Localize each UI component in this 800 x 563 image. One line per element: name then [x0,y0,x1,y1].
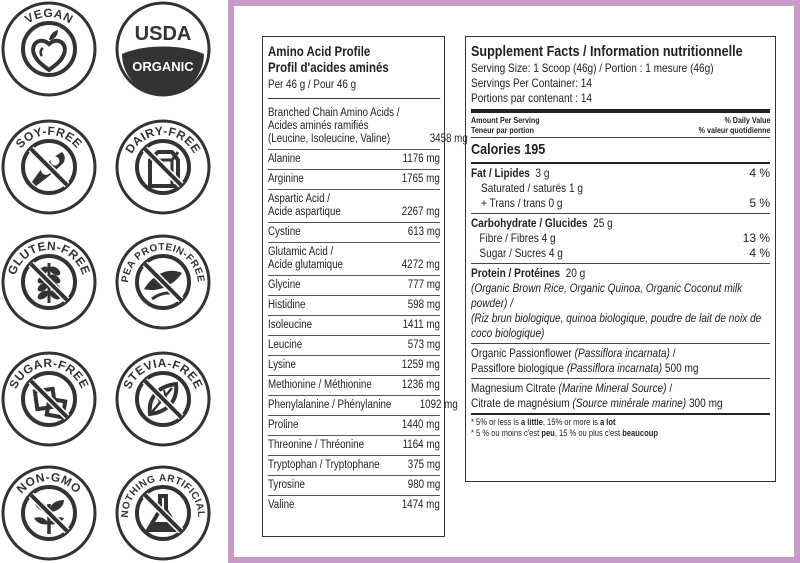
amino-value: 1092 mg [419,399,458,411]
divider [471,137,770,138]
amino-row [268,356,440,376]
badge-gluten [0,233,98,331]
amount-header [471,115,770,135]
passionflower-en-latin: (Passiflora incarnata) [574,346,670,360]
divider [471,378,770,379]
amino-name [268,279,306,292]
nutrition-panel [228,0,800,563]
carb-value: 25 g [593,216,613,230]
servings-en: Servings Per Container: 14 [471,76,593,90]
amino-value: 613 mg [407,226,440,238]
amino-name-line: Histidine [268,299,306,311]
amino-name-line: Alanine [268,153,301,165]
amino-row [268,296,440,316]
fibre-row [471,231,770,246]
passionflower-fr-name: Passiflore biologique [471,361,567,375]
amino-name [268,107,423,146]
amino-value: 1259 mg [401,359,440,371]
sugar: Sugar / Sucres 4 g [479,246,563,260]
amino-name-line: Tyrosine [268,479,305,491]
amino-row [268,436,440,456]
amino-name [268,246,356,272]
organic-text: ORGANIC [132,59,194,74]
amino-name [268,173,310,186]
footnote-fr-c: , 15 % ou plus c'est [554,428,623,438]
badge-vegan [0,0,98,98]
amino-value: 1765 mg [401,173,440,185]
badge-label: NOTHING ARTIFICIAL [119,472,207,518]
amino-row [268,243,440,276]
magnesium-fr [471,396,722,411]
milk-carton-icon [114,118,212,216]
amino-value: 1164 mg [402,439,440,451]
magnesium-en-name: Magnesium Citrate [471,381,559,395]
amino-value: 3458 mg [429,133,468,145]
wheat-icon [0,233,98,331]
amino-name-line: Tryptophan / Tryptophane [268,459,380,471]
amino-name-line: Valine [268,499,295,511]
amino-name [268,499,299,512]
amino-row [268,190,440,223]
protein-value: 20 g [565,266,586,280]
amino-name [268,479,311,492]
fat-dv: 4 % [749,166,770,180]
badge-dairy [114,118,212,216]
magnesium-fr-name: Citrate de magnésium [471,396,573,410]
amino-name [268,319,320,332]
fat-value: 3 g [535,166,550,180]
amino-name-line: Cystine [268,226,301,238]
amino-name [268,419,304,432]
amino-name-line: Leucine [268,339,303,351]
badge-pea [114,233,212,331]
amino-name [268,399,413,412]
passionflower-fr-latin: (Passiflora incarnata) [566,361,663,375]
badge-label: GLUTEN-FREE [4,238,94,277]
amino-name-line: Methionine / Méthionine [268,379,372,391]
passionflower-fr [471,361,722,376]
amino-name [268,299,312,312]
divider-medium [471,162,770,164]
badge-label: SUGAR-FREE [6,355,92,391]
badge-usda [114,0,212,98]
amino-name-line: (Leucine, Isoleucine, Valine) [268,133,391,145]
protein-label: Protein / Protéines [471,266,561,280]
badge-label: DAIRY-FREE [122,123,204,156]
amino-acid-table [262,36,468,537]
protein-row [471,266,722,281]
footnote-en-c: , 15% or more is [542,417,601,427]
badge-column [0,0,225,563]
supplement-facts [465,36,776,482]
badge-sugar [0,350,98,448]
pea-pod-icon [114,233,212,331]
amino-row [268,336,440,356]
amino-name [268,459,399,472]
footnote-fr-a: * 5 % ou moins c'est [471,428,542,438]
carb-row [471,216,722,231]
divider [471,213,770,214]
magnesium-en-sep: / [666,381,673,395]
sat-trans-dv: 5 % [749,196,770,210]
saturated: Saturated / saturés 1 g [481,181,583,195]
magnesium-fr-source: (Source minérale marine) [572,396,687,410]
magnesium-amount: 300 mg [686,396,723,410]
magnesium-en [471,381,722,396]
amino-name-line: Glutamic Acid / [268,246,334,258]
magnesium-en-source: (Marine Mineral Source) [558,381,667,395]
amino-name-line: Lysine [268,359,296,371]
amino-name [268,359,301,372]
footnote-en-d: a lot [600,417,616,427]
footnote-en-b: a little [521,417,543,427]
passionflower-en-sep: / [669,346,676,360]
badge-label: PEA PROTEIN-FREE [119,241,207,284]
amino-name-line: Acides aminés ramifiés [268,120,369,132]
facts-title: Supplement Facts / Information nutritionnelle [471,43,743,60]
amino-value: 375 mg [407,459,440,471]
serving-size: Serving Size: 1 Scoop (46g) / Portion : 1 mesure (46g) [471,61,714,75]
divider-thick [471,109,770,113]
amino-row [268,496,440,515]
amino-row [268,276,440,296]
panel-inner [234,6,794,557]
footnote-fr-d: beaucoup [622,428,658,438]
sprout-icon [0,464,98,562]
badge-label: VEGAN [22,5,76,27]
flask-icon [114,464,212,562]
amino-row [268,104,468,150]
amino-value: 2267 mg [401,206,440,218]
sugar-cube-icon [0,350,98,448]
amino-per: Per 46 g / Pour 46 g [268,77,440,99]
badge-soy [0,118,98,216]
badge-label: SOY-FREE [12,123,86,151]
servings-fr: Portions par contenant : 14 [471,91,593,105]
amino-row [268,456,440,476]
passionflower-amount: 500 mg [662,361,699,375]
protein-source-fr: (Riz brun biologique, quinoa biologique, poudre de lait de noix de coco biologique) [471,311,762,340]
amino-title-fr: Profil d'acides aminés [268,59,389,75]
sugar-row [471,246,770,261]
amino-value: 4272 mg [401,259,440,271]
soybean-icon [0,118,98,216]
divider-medium [471,413,770,415]
sat-trans-row [471,181,770,211]
divider [471,263,770,264]
badge-artificial [114,464,212,562]
amount-fr: Teneur par portion [471,125,534,135]
amino-title-en: Amino Acid Profile [268,43,371,59]
amino-name [268,379,390,392]
amino-value: 598 mg [407,299,440,311]
amino-row [268,170,440,190]
badge-gmo [0,464,98,562]
amino-name-line: Isoleucine [268,319,313,331]
amino-name [268,439,381,452]
amino-name-line: Arginine [268,173,304,185]
footnote-en-a: * 5% or less is [471,417,522,427]
amino-value: 1440 mg [401,419,440,431]
amino-name-line: Proline [268,419,299,431]
amino-value: 1474 mg [401,499,440,511]
amino-name-line: Phenylalanine / Phénylanine [268,399,392,411]
amino-name-line: Acide aspartique [268,206,341,218]
amino-rows [268,104,468,515]
amino-value: 1176 mg [402,153,440,165]
usda-text: USDA [134,23,192,45]
badge-stevia [114,350,212,448]
amino-value: 980 mg [407,479,440,491]
passionflower-en [471,346,722,361]
amino-row [268,223,440,243]
amino-name [268,193,354,219]
heart-apple-icon [0,0,98,98]
amino-name-line: Branched Chain Amino Acids / [268,107,400,119]
amino-row [268,416,440,436]
badge-label: STEVIA-FREE [120,355,206,392]
footnote-en [471,417,722,428]
amino-row [268,396,458,416]
dv-en: % Daily Value [723,115,770,125]
fat-label: Fat / Lipides [471,166,530,180]
amino-name-line: Threonine / Thréonine [268,439,365,451]
amino-row [268,376,440,396]
amino-name [268,339,308,352]
amino-value: 1411 mg [402,319,440,331]
dv-fr: % valeur quotidienne [698,125,770,135]
divider [471,343,770,344]
amino-name [268,153,306,166]
protein-source-en: (Organic Brown Rice, Organic Quinoa, Organic Coconut milk powder) / [471,281,743,310]
fat-row [471,166,770,181]
fibre-dv: 13 % [742,231,770,245]
trans: + Trans / trans 0 g [481,196,563,210]
amino-value: 777 mg [407,279,440,291]
footnote-fr [471,428,722,439]
amino-row [268,316,440,336]
amino-row [268,150,440,170]
carb-label: Carbohydrate / Glucides [471,216,588,230]
amino-name-line: Glycine [268,279,301,291]
sugar-dv: 4 % [749,246,770,260]
amino-name-line: Acide glutamique [268,259,343,271]
footnote-fr-b: peu [541,428,555,438]
amino-value: 1236 mg [401,379,440,391]
stevia-leaf-icon [114,350,212,448]
amino-name-line: Aspartic Acid / [268,193,330,205]
badge-label: NON-GMO [13,469,85,497]
amount-en: Amount Per Serving [471,115,540,125]
amino-value: 573 mg [407,339,440,351]
amino-name [268,226,306,239]
calories: Calories 195 [471,141,546,158]
usda-organic-seal [114,0,212,98]
fibre: Fibre / Fibres 4 g [479,231,556,245]
amino-row [268,476,440,496]
passionflower-en-name: Organic Passionflower [471,346,575,360]
